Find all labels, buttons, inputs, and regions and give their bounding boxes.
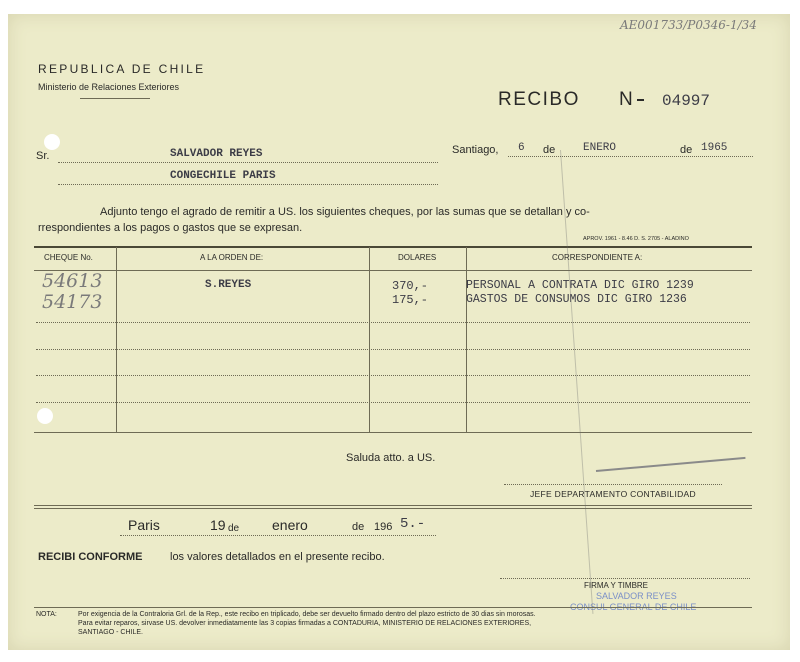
note-line-2: Para evitar reparos, sirvase US. devolver inmediatamente las 3 copias firmadas a CONTADURIA, MINISTERIO DE RELACIONES EXTERIORES, <box>78 620 532 627</box>
date-day: 6 <box>518 142 525 154</box>
receipt-city: Paris <box>128 517 160 533</box>
table-bottom-border <box>34 432 752 433</box>
receipt-de-1: de <box>228 523 240 534</box>
number-symbol: N <box>619 89 633 110</box>
archive-reference: AE001733/P0346-1/34 <box>620 18 757 32</box>
header-correspondiente: CORRESPONDIENTE A: <box>552 253 643 262</box>
signature-label: FIRMA Y TIMBRE <box>584 581 649 590</box>
receipt-month: enero <box>272 517 308 533</box>
addressee-line-1 <box>58 162 438 163</box>
date-month: ENERO <box>583 142 617 154</box>
table-top-border <box>34 246 752 248</box>
signer-line <box>504 484 722 485</box>
table-row-line <box>36 322 750 323</box>
note-line-1: Por exigencia de la Contraloria Grl. de la Rep., este recibo en triplicado, debe ser devuelto firmado dentro del plazo estricto de 30 dias sin morosas. <box>78 611 536 618</box>
stamp-name: SALVADOR REYES <box>596 591 677 601</box>
signer-title: JEFE DEPARTAMENTO CONTABILIDAD <box>530 489 696 499</box>
punch-hole-top <box>44 134 60 150</box>
section-divider-2 <box>34 508 752 509</box>
salutation: Saluda atto. a US. <box>346 452 436 464</box>
date-line <box>508 156 753 157</box>
receipt-date-line <box>120 535 436 536</box>
ministry-underline <box>80 98 150 99</box>
amount: 370,- <box>392 279 429 293</box>
concept: GASTOS DE CONSUMOS DIC GIRO 1236 <box>466 293 687 306</box>
date-year: 1965 <box>701 142 728 154</box>
concept: PERSONAL A CONTRATA DIC GIRO 1239 <box>466 279 694 292</box>
table-row-line <box>36 402 750 403</box>
document-title: RECIBO <box>498 89 580 110</box>
addressee-prefix: Sr. <box>36 150 50 162</box>
addressee-name: SALVADOR REYES <box>170 148 263 160</box>
payee: S.REYES <box>205 279 252 291</box>
table-col-divider-2 <box>369 247 370 433</box>
punch-hole-bottom <box>37 408 53 424</box>
note-line-3: SANTIAGO - CHILE. <box>78 629 143 636</box>
table-header-border <box>34 270 752 271</box>
approval-note: APROV. 1961 - 8.46 D. S. 2705 - ALADINO <box>583 236 689 242</box>
cheque-number: 54613 <box>42 270 103 292</box>
footer-divider <box>34 607 752 608</box>
header-orden: A LA ORDEN DE: <box>200 253 264 262</box>
ministry-name: Ministerio de Relaciones Exteriores <box>38 82 180 92</box>
receipt-year-prefix: 196 <box>374 521 393 533</box>
table-col-divider-1 <box>116 247 117 433</box>
cheque-number: 54173 <box>42 291 103 313</box>
conforme-bold: RECIBI CONFORME <box>38 551 143 563</box>
receipt-day: 19 <box>210 517 226 533</box>
intro-line-1: Adjunto tengo el agrado de remitir a US. los siguientes cheques, por las sumas que se detallan y co- <box>100 206 590 218</box>
signature-line <box>500 578 750 579</box>
date-city: Santiago, <box>452 144 499 156</box>
amount: 175,- <box>392 293 429 307</box>
stamp-title: CONSUL GENERAL DE CHILE <box>570 602 697 612</box>
number-symbol-dash <box>637 99 644 101</box>
header-cheque: CHEQUE No. <box>44 253 93 262</box>
header-dolares: DOLARES <box>398 253 437 262</box>
country-name: REPUBLICA DE CHILE <box>38 62 206 76</box>
table-col-divider-3 <box>466 247 467 433</box>
table-row-line <box>36 375 750 376</box>
conforme-text: los valores detallados en el presente recibo. <box>170 551 385 563</box>
note-label: NOTA: <box>36 611 57 618</box>
receipt-de-2: de <box>352 521 365 533</box>
receipt-year-suffix: 5.- <box>400 516 426 532</box>
date-de-2: de <box>680 144 693 156</box>
date-de-1: de <box>543 144 556 156</box>
table-row-line <box>36 349 750 350</box>
addressee-place: CONGECHILE PARIS <box>170 170 276 182</box>
addressee-line-2 <box>58 184 438 185</box>
intro-line-2: rrespondientes a los pagos o gastos que se expresan. <box>38 222 303 234</box>
section-divider-1 <box>34 505 752 506</box>
receipt-number: 04997 <box>662 92 711 110</box>
